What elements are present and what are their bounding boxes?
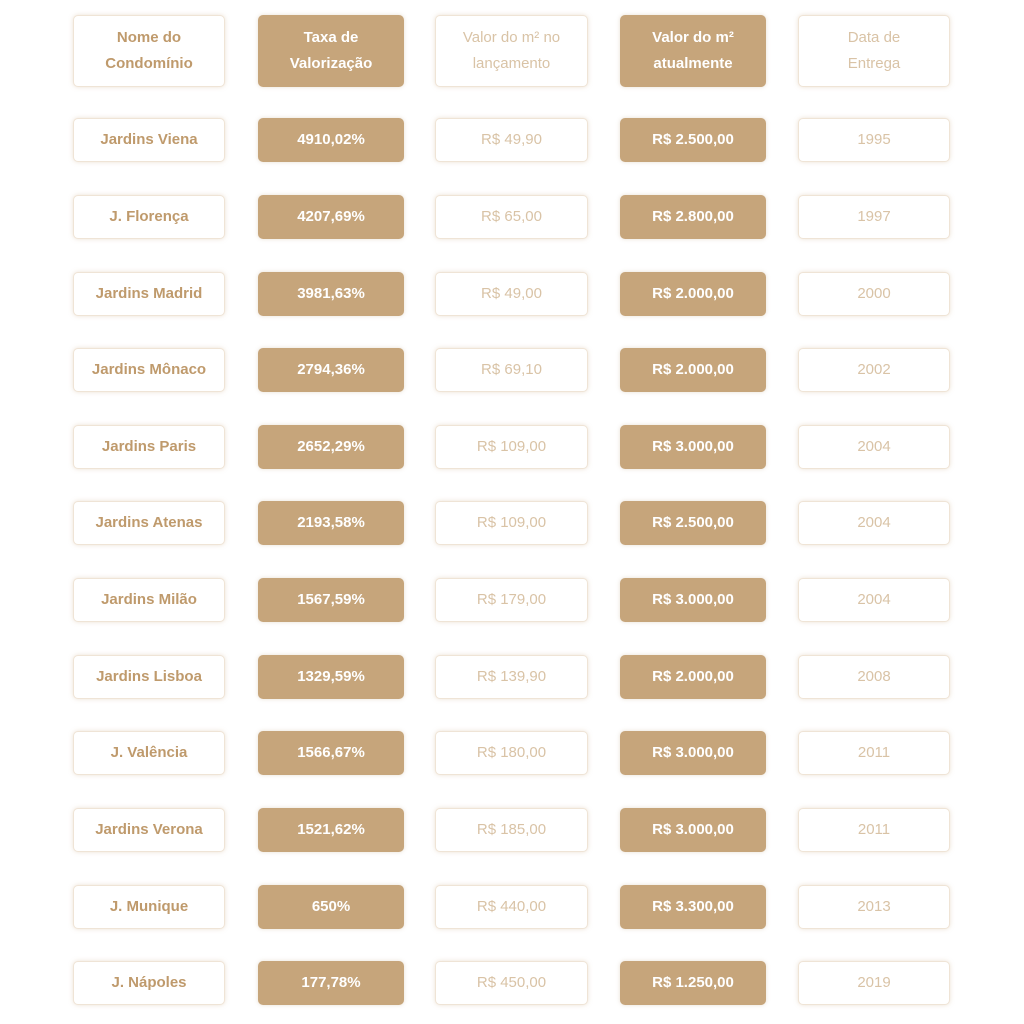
- cell-condominium-name: J. Munique: [73, 885, 225, 929]
- cell-delivery-date: 2004: [798, 501, 950, 545]
- cell-delivery-date: 2004: [798, 578, 950, 622]
- cell-valorization-rate: 177,78%: [258, 961, 404, 1005]
- cell-launch-price: R$ 450,00: [435, 961, 588, 1005]
- cell-delivery-date: 1997: [798, 195, 950, 239]
- cell-launch-price: R$ 49,00: [435, 272, 588, 316]
- cell-valorization-rate: 2652,29%: [258, 425, 404, 469]
- header-current-price: Valor do m² atualmente: [620, 15, 766, 87]
- cell-valorization-rate: 650%: [258, 885, 404, 929]
- cell-delivery-date: 2013: [798, 885, 950, 929]
- cell-current-price: R$ 3.000,00: [620, 425, 766, 469]
- cell-current-price: R$ 2.000,00: [620, 655, 766, 699]
- cell-condominium-name: Jardins Verona: [73, 808, 225, 852]
- cell-valorization-rate: 1329,59%: [258, 655, 404, 699]
- cell-valorization-rate: 1567,59%: [258, 578, 404, 622]
- cell-current-price: R$ 2.800,00: [620, 195, 766, 239]
- cell-current-price: R$ 3.000,00: [620, 808, 766, 852]
- cell-delivery-date: 2004: [798, 425, 950, 469]
- cell-condominium-name: J. Valência: [73, 731, 225, 775]
- cell-condominium-name: Jardins Madrid: [73, 272, 225, 316]
- cell-valorization-rate: 3981,63%: [258, 272, 404, 316]
- cell-launch-price: R$ 49,90: [435, 118, 588, 162]
- cell-condominium-name: Jardins Atenas: [73, 501, 225, 545]
- cell-current-price: R$ 3.000,00: [620, 731, 766, 775]
- cell-valorization-rate: 1566,67%: [258, 731, 404, 775]
- cell-current-price: R$ 2.500,00: [620, 118, 766, 162]
- cell-launch-price: R$ 185,00: [435, 808, 588, 852]
- cell-launch-price: R$ 65,00: [435, 195, 588, 239]
- cell-delivery-date: 2011: [798, 731, 950, 775]
- cell-condominium-name: Jardins Viena: [73, 118, 225, 162]
- cell-delivery-date: 2011: [798, 808, 950, 852]
- cell-launch-price: R$ 440,00: [435, 885, 588, 929]
- header-condominium-name: Nome do Condomínio: [73, 15, 225, 87]
- cell-condominium-name: Jardins Milão: [73, 578, 225, 622]
- cell-launch-price: R$ 109,00: [435, 501, 588, 545]
- cell-current-price: R$ 3.000,00: [620, 578, 766, 622]
- cell-delivery-date: 2008: [798, 655, 950, 699]
- cell-current-price: R$ 2.000,00: [620, 348, 766, 392]
- cell-valorization-rate: 1521,62%: [258, 808, 404, 852]
- cell-condominium-name: J. Florença: [73, 195, 225, 239]
- cell-valorization-rate: 2193,58%: [258, 501, 404, 545]
- cell-valorization-rate: 4207,69%: [258, 195, 404, 239]
- cell-current-price: R$ 3.300,00: [620, 885, 766, 929]
- cell-launch-price: R$ 69,10: [435, 348, 588, 392]
- cell-delivery-date: 2002: [798, 348, 950, 392]
- cell-valorization-rate: 2794,36%: [258, 348, 404, 392]
- cell-condominium-name: Jardins Lisboa: [73, 655, 225, 699]
- cell-current-price: R$ 2.000,00: [620, 272, 766, 316]
- header-valorization-rate: Taxa de Valorização: [258, 15, 404, 87]
- cell-current-price: R$ 2.500,00: [620, 501, 766, 545]
- cell-launch-price: R$ 109,00: [435, 425, 588, 469]
- cell-delivery-date: 2019: [798, 961, 950, 1005]
- cell-condominium-name: Jardins Mônaco: [73, 348, 225, 392]
- cell-condominium-name: J. Nápoles: [73, 961, 225, 1005]
- header-launch-price: Valor do m² no lançamento: [435, 15, 588, 87]
- cell-launch-price: R$ 139,90: [435, 655, 588, 699]
- cell-launch-price: R$ 179,00: [435, 578, 588, 622]
- cell-condominium-name: Jardins Paris: [73, 425, 225, 469]
- cell-current-price: R$ 1.250,00: [620, 961, 766, 1005]
- header-delivery-date: Data de Entrega: [798, 15, 950, 87]
- cell-delivery-date: 2000: [798, 272, 950, 316]
- cell-delivery-date: 1995: [798, 118, 950, 162]
- cell-launch-price: R$ 180,00: [435, 731, 588, 775]
- cell-valorization-rate: 4910,02%: [258, 118, 404, 162]
